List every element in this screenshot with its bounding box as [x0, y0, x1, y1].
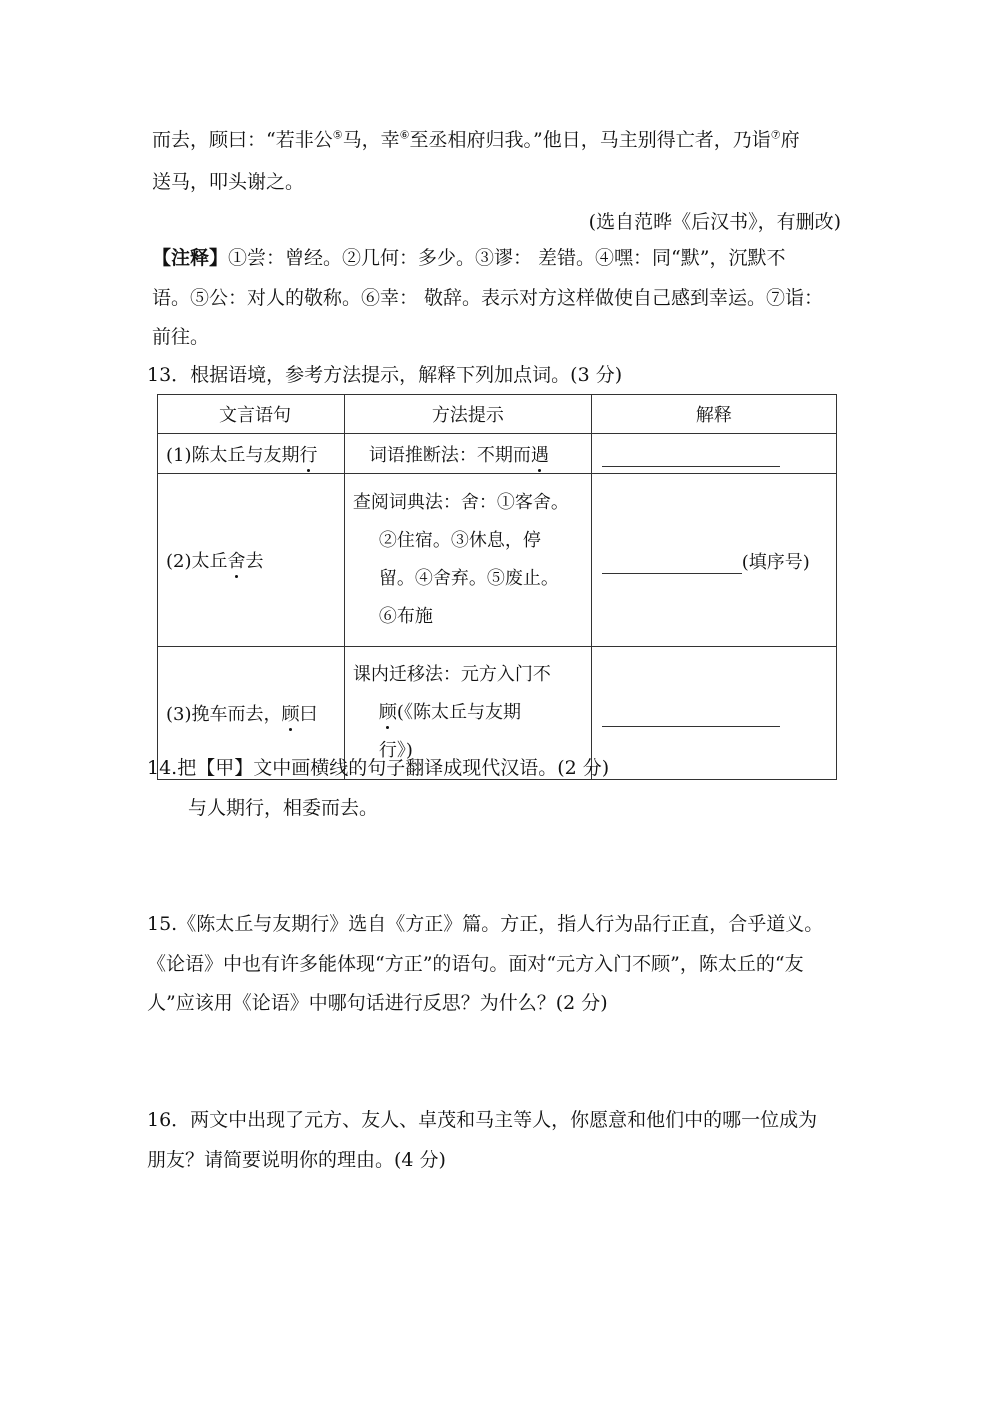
q13-table [157, 394, 837, 780]
dotted-word: 行 [299, 444, 318, 466]
dotted-word: 舍 [227, 551, 246, 572]
q14-sentence: 与人期行，相委而去。 [188, 797, 379, 819]
q14-title: 14.把【甲】文中画横线的句子翻译成现代汉语。(2 分) [147, 757, 610, 779]
q13-title: 13．根据语境，参考方法提示，解释下列加点词。(3 分) [147, 364, 623, 386]
notes-line-1: 【注释】①尝：曾经。②几何：多少。③谬： 差错。④嘿：同“默”，沉默不 [152, 247, 786, 269]
row1-hint: 词语推断法：不期而遇 [344, 434, 591, 474]
header-sentence: 文言语句 [158, 395, 345, 434]
passage-source: (选自范晔《后汉书》，有删改) [588, 211, 841, 233]
row3-hint: 课内迁移法：元方入门不 顾(《陈太丘与友期 行》) [344, 647, 591, 780]
q15-line-1: 15.《陈太丘与友期行》选自《方正》篇。方正，指人行为品行正直，合乎道义。 [147, 913, 824, 935]
row2-sentence: (2)太丘舍去 [158, 474, 345, 647]
dotted-word: 顾 [378, 702, 397, 723]
dotted-word: 遇 [530, 444, 549, 466]
row1-sentence: (1)陈太丘与友期行 [158, 434, 345, 474]
header-hint: 方法提示 [344, 395, 591, 434]
q15-line-3: 人”应该用《论语》中哪句话进行反思？为什么？(2 分) [147, 992, 608, 1014]
passage-line-1: 而去，顾曰：“若非公⑤马，幸⑥至丞相府归我。”他日，马主别得亡者，乃诣⑦府 [152, 128, 800, 151]
answer-blank-2[interactable] [602, 547, 742, 574]
q15-line-2: 《论语》中也有许多能体现“方正”的语句。面对“元方入门不顾”，陈太丘的“友 [147, 953, 804, 975]
header-answer: 解释 [591, 395, 836, 434]
row2-answer: (填序号) [591, 474, 836, 647]
row3-answer [591, 647, 836, 780]
row2-hint: 查阅词典法：舍：①客舍。 ②住宿。③休息，停 留。④舍弃。⑤废止。 ⑥布施 [344, 474, 591, 647]
notes-line-3: 前往。 [152, 326, 210, 348]
answer-blank-1[interactable] [602, 440, 780, 467]
answer-blank-3[interactable] [602, 700, 780, 727]
passage-line-2: 送马，叩头谢之。 [152, 171, 305, 193]
row1-answer [591, 434, 836, 474]
notes-line-2: 语。⑤公：对人的敬称。⑥幸： 敬辞。表示对方这样做使自己感到幸运。⑦诣： [152, 287, 824, 309]
q16-line-1: 16．两文中出现了元方、友人、卓茂和马主等人，你愿意和他们中的哪一位成为 [147, 1109, 818, 1131]
q16-line-2: 朋友？请简要说明你的理由。(4 分) [147, 1149, 446, 1171]
row3-sentence: (3)挽车而去，顾曰 [158, 647, 345, 780]
notes-label: 【注释】 [152, 247, 229, 269]
dotted-word: 顾 [281, 704, 300, 725]
